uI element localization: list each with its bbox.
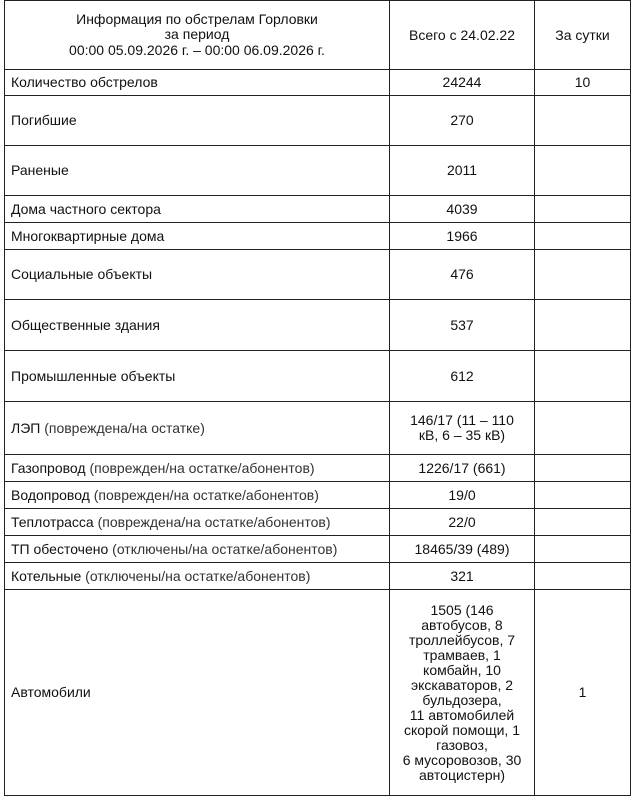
row-total: 24244: [390, 70, 535, 96]
row-total: 1966: [390, 223, 535, 250]
row-day: [535, 300, 631, 351]
row-day: [535, 96, 631, 146]
row-note: (отключены/на остатке/абонентов): [81, 567, 311, 584]
row-label: Теплотрасса (повреждена/на остатке/абонентов): [5, 509, 390, 536]
row-label: Многоквартирные дома: [5, 223, 390, 250]
row-label: Газопровод (поврежден/на остатке/абонентов): [5, 455, 390, 482]
table-row: [5, 482, 631, 509]
row-day: [535, 250, 631, 300]
row-total: 321: [390, 563, 535, 590]
row-note: (поврежден/на остатке/абонентов): [85, 459, 315, 476]
row-day: [535, 509, 631, 536]
title-line-2: за период: [164, 26, 230, 43]
row-note: (повреждена/на остатке/абонентов): [93, 513, 331, 530]
table-row: [5, 146, 631, 196]
table-row: [5, 351, 631, 402]
row-day: 10: [535, 70, 631, 96]
row-total: 612: [390, 351, 535, 402]
report-title: [5, 1, 390, 70]
row-label: Промышленные объекты: [5, 351, 390, 402]
header-row: [5, 1, 631, 70]
table-row: [5, 96, 631, 146]
table-row: [5, 509, 631, 536]
row-day: [535, 146, 631, 196]
row-day: [535, 536, 631, 563]
row-note: (поврежден/на остатке/абонентов): [89, 486, 319, 503]
column-header-day: За сутки: [535, 1, 631, 70]
table-row: [5, 223, 631, 250]
row-label: Водопровод (поврежден/на остатке/абонентов): [5, 482, 390, 509]
row-label: Раненые: [5, 146, 390, 196]
row-day: 1: [535, 590, 631, 796]
row-total: 22/0: [390, 509, 535, 536]
table-row: [5, 590, 631, 796]
title-line-1: Информация по обстрелам Горловки: [76, 10, 318, 27]
table-row: [5, 70, 631, 96]
table-row: [5, 300, 631, 351]
row-label: Количество обстрелов: [5, 70, 390, 96]
row-total: 270: [390, 96, 535, 146]
row-day: [535, 223, 631, 250]
table-row: [5, 402, 631, 455]
row-day: [535, 196, 631, 223]
row-day: [535, 455, 631, 482]
row-label: ЛЭП (повреждена/на остатке): [5, 402, 390, 455]
row-total: 476: [390, 250, 535, 300]
row-label: Социальные объекты: [5, 250, 390, 300]
row-total: 1226/17 (661): [390, 455, 535, 482]
row-day: [535, 563, 631, 590]
table-row: [5, 455, 631, 482]
row-label: Автомобили: [5, 590, 390, 796]
row-total: 18465/39 (489): [390, 536, 535, 563]
table-row: [5, 536, 631, 563]
row-total: 2011: [390, 146, 535, 196]
row-label: Дома частного сектора: [5, 196, 390, 223]
row-total: 1505 (146 автобусов, 8 троллейбусов, 7 трамваев, 1 комбайн, 10 экскаваторов, 2 бульдозера, 11 автомобилей скорой помощи, 1 газовоз, 6 мусоровозов, 30 автоцистерн): [390, 590, 535, 796]
row-day: [535, 351, 631, 402]
row-total: 537: [390, 300, 535, 351]
row-total: 19/0: [390, 482, 535, 509]
shelling-report-table: [4, 0, 631, 796]
row-total: 146/17 (11 – 110 кВ, 6 – 35 кВ): [390, 402, 535, 455]
column-header-total: Всего с 24.02.22: [390, 1, 535, 70]
table-row: [5, 563, 631, 590]
table-row: [5, 196, 631, 223]
table-row: [5, 250, 631, 300]
row-day: [535, 482, 631, 509]
row-label: ТП обесточено (отключены/на остатке/абонентов): [5, 536, 390, 563]
row-label: Котельные (отключены/на остатке/абонентов): [5, 563, 390, 590]
title-line-3: 00:00 05.09.2026 г. – 00:00 06.09.2026 г.: [69, 41, 325, 58]
row-label: Общественные здания: [5, 300, 390, 351]
row-note: (отключены/на остатке/абонентов): [108, 540, 338, 557]
row-note: (повреждена/на остатке): [40, 419, 205, 436]
row-label: Погибшие: [5, 96, 390, 146]
row-total: 4039: [390, 196, 535, 223]
row-day: [535, 402, 631, 455]
